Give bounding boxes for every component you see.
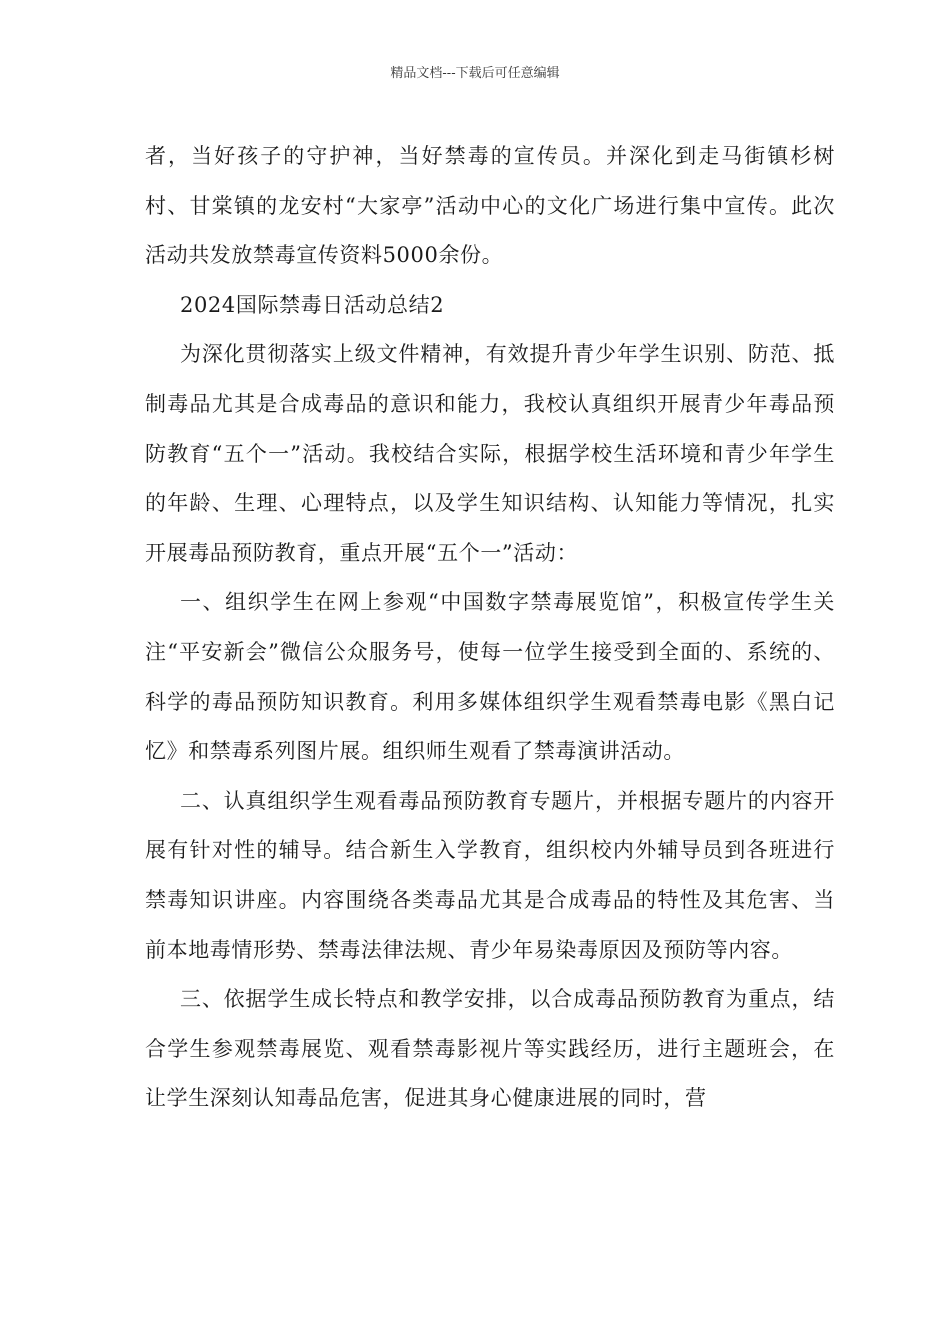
paragraph-item-1: 一、组织学生在网上参观“中国数字禁毒展览馆”，积极宣传学生关注“平安新会”微信公众服务号，使每一位学生接受到全面的、系统的、科学的毒品预防知识教育。利用多媒体组织学生观看禁毒电影《黑白记忆》和禁毒系列图片展。组织师生观看了禁毒演讲活动。 <box>145 590 835 764</box>
page-header: 精品文档---下载后可任意编辑 <box>390 66 560 81</box>
paragraph-item-3: 三、依据学生成长特点和教学安排，以合成毒品预防教育为重点，结合学生参观禁毒展览、观看禁毒影视片等实践经历，进行主题班会，在让学生深刻认知毒品危害，促进其身心健康进展的同时，营 <box>145 987 835 1111</box>
section-heading: 2024国际禁毒日活动总结2 <box>180 292 445 317</box>
paragraph-intro: 为深化贯彻落实上级文件精神，有效提升青少年学生识别、防范、抵制毒品尤其是合成毒品的意识和能力，我校认真组织开展青少年毒品预防教育“五个一”活动。我校结合实际，根据学校生活环境和青少年学生的年龄、生理、心理特点，以及学生知识结构、认知能力等情况，扎实开展毒品预防教育，重点开展“五个一”活动： <box>145 342 835 565</box>
paragraph-item-2: 二、认真组织学生观看毒品预防教育专题片，并根据专题片的内容开展有针对性的辅导。结合新生入学教育，组织校内外辅导员到各班进行禁毒知识讲座。内容围绕各类毒品尤其是合成毒品的特性及其危害、当前本地毒情形势、禁毒法律法规、青少年易染毒原因及预防等内容。 <box>145 788 835 962</box>
paragraph-continuation: 者，当好孩子的守护神，当好禁毒的宣传员。并深化到走马街镇杉树村、甘棠镇的龙安村“大家亭”活动中心的文化广场进行集中宣传。此次活动共发放禁毒宣传资料5000余份。 <box>145 144 835 268</box>
document-body <box>145 132 835 1124</box>
